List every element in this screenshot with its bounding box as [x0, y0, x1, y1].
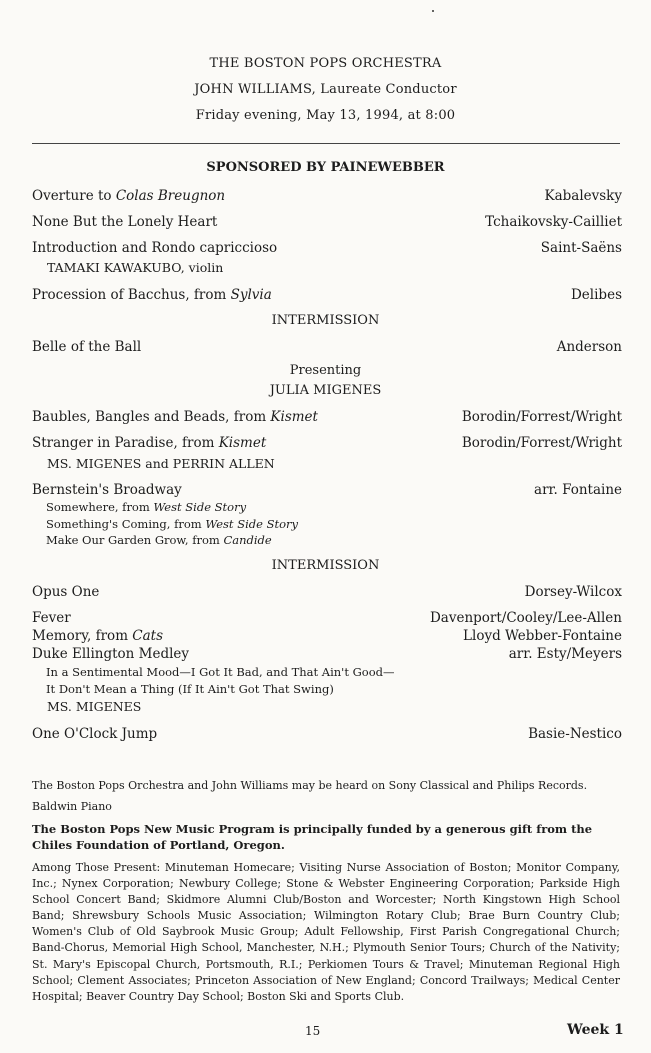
- date-line: Friday evening, May 13, 1994, at 8:00: [195, 108, 456, 123]
- composer: Davenport/Cooley/Lee-Allen: [429, 610, 622, 626]
- sponsor-line: SPONSORED BY PAINEWEBBER: [206, 160, 445, 175]
- page-number: 15: [305, 1024, 321, 1038]
- song-source: West Side Story: [205, 517, 298, 531]
- recordings-note: The Boston Pops Orchestra and John Williams may be heard on Sony Classical and Philips Records.: [32, 779, 588, 792]
- song-source: West Side Story: [153, 500, 247, 514]
- piece-source: Cats: [132, 628, 164, 644]
- piece-title: One O'Clock Jump: [32, 726, 158, 742]
- composer: Saint-Saëns: [540, 240, 622, 256]
- composer: Delibes: [570, 287, 622, 303]
- medley-item: [46, 516, 298, 532]
- presenting-label: Presenting: [289, 363, 362, 378]
- performer: MS. MIGENES: [47, 699, 142, 714]
- medley-item: [46, 499, 246, 515]
- program-item: [32, 627, 622, 645]
- program-item: [32, 645, 622, 663]
- program-item: [32, 338, 622, 356]
- composer: Kabalevsky: [544, 188, 622, 204]
- piece-title: Stranger in Paradise, from: [32, 435, 219, 451]
- performer: MS. MIGENES and PERRIN ALLEN: [47, 456, 275, 471]
- composer: Dorsey-Wilcox: [524, 584, 622, 600]
- program-item: [32, 239, 622, 257]
- guest-artist: JULIA MIGENES: [269, 383, 382, 398]
- song-source: Candide: [223, 533, 272, 547]
- composer: arr. Fontaine: [534, 482, 622, 498]
- song-title: Something's Coming, from: [46, 517, 206, 531]
- piece-title: Belle of the Ball: [32, 339, 142, 355]
- composer: arr. Esty/Meyers: [508, 646, 622, 662]
- program-item: [32, 609, 622, 627]
- program-item: [32, 187, 622, 205]
- medley-item: It Don't Mean a Thing (If It Ain't Got That Swing): [46, 682, 334, 696]
- composer: Tchaikovsky-Cailliet: [485, 214, 622, 230]
- medley-item: [46, 532, 272, 548]
- piece-title: Opus One: [32, 584, 100, 600]
- intermission-label: INTERMISSION: [271, 313, 380, 328]
- piano-note: Baldwin Piano: [32, 800, 112, 813]
- header: [0, 51, 651, 129]
- intermission-label: INTERMISSION: [271, 558, 380, 573]
- piece-title: Bernstein's Broadway: [32, 482, 182, 498]
- among-those-present: Among Those Present: Minuteman Homecare; Visiting Nurse Association of Boston; Monitor Company, Inc.; Nynex Corporation; Newbury College; Stone & Webster Engineering Corporation; Parkside High School Concert Band; Skidmore Alumni Club/Boston and Worcester; North Kingstown High School Band; Shrewsbury Schools Music Association; Wilmington Rotary Club; Brae Burn Country Club; Women's Club of Old Saybrook Music Group; Adult Fellowship, First Parish Congregational Church; Band-Chorus, Memorial High School, Manchester, N.H.; Plymouth Senior Tours; Church of the Nativity; St. Mary's Episcopal Church, Portsmouth, R.I.; Perkiomen Tours & Travel; Minuteman Regional High School; Clement Associates; Princeton Association of New England; Concord Trailways; Medical Center Hospital; Beaver Country Day School; Boston Ski and Sports Club.: [32, 861, 620, 1003]
- piece-title: Introduction and Rondo capriccioso: [32, 240, 278, 256]
- week-label: Week 1: [567, 1022, 624, 1038]
- program-item: [32, 286, 622, 304]
- composer: Anderson: [556, 339, 622, 355]
- piece-title: Overture to: [32, 188, 116, 204]
- composer: Basie-Nestico: [528, 726, 622, 742]
- song-title: Somewhere, from: [46, 500, 154, 514]
- piece-source: Kismet: [270, 409, 318, 425]
- composer: Borodin/Forrest/Wright: [461, 435, 622, 451]
- piece-title: Memory, from: [32, 628, 133, 644]
- program-item: [32, 725, 622, 743]
- piece-title: Baubles, Bangles and Beads, from: [32, 409, 271, 425]
- piece-source: Kismet: [218, 435, 267, 451]
- performer: TAMAKI KAWAKUBO, violin: [47, 260, 224, 275]
- conductor-line: JOHN WILLIAMS, Laureate Conductor: [194, 82, 457, 97]
- speck: [432, 10, 434, 12]
- program-item: [32, 481, 622, 499]
- funding-note: The Boston Pops New Music Program is principally funded by a generous gift from the Chiles Foundation of Portland, Oregon.: [32, 822, 593, 852]
- piece-source: Colas Breugnon: [115, 188, 226, 204]
- medley-item: In a Sentimental Mood—I Got It Bad, and That Ain't Good—: [46, 665, 395, 679]
- header-divider: [32, 143, 620, 144]
- piece-title: None But the Lonely Heart: [32, 214, 218, 230]
- piece-title: Procession of Bacchus, from: [32, 287, 231, 303]
- orchestra-name: THE BOSTON POPS ORCHESTRA: [209, 56, 442, 71]
- piece-title: Fever: [32, 610, 71, 626]
- piece-source: Sylvia: [230, 287, 272, 303]
- program-item: [32, 408, 622, 426]
- song-title: Make Our Garden Grow, from: [46, 533, 224, 547]
- composer: Lloyd Webber-Fontaine: [463, 628, 622, 644]
- program-item: [32, 583, 622, 601]
- piece-title: Duke Ellington Medley: [32, 646, 190, 662]
- program-item: [32, 434, 622, 452]
- program-item: [32, 213, 622, 231]
- composer: Borodin/Forrest/Wright: [461, 409, 622, 425]
